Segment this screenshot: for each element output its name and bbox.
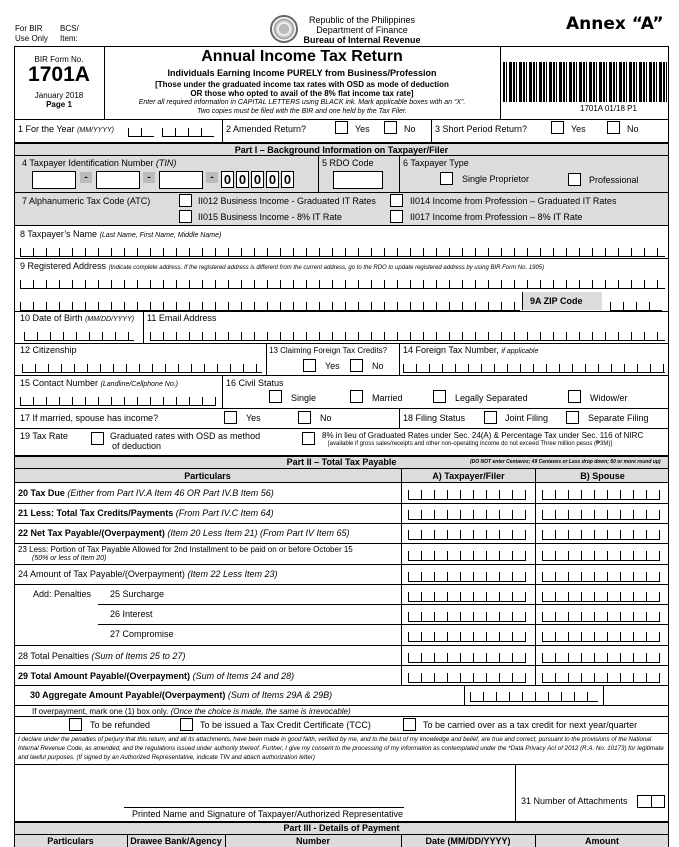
item30-note: (Sum of Items 29A & 29B)	[227, 690, 333, 700]
amended-yes-checkbox[interactable]	[335, 121, 348, 134]
item26-label: 26 Interest	[110, 609, 153, 619]
form-subtitle: Individuals Earning Income PURELY from Business/Profession	[167, 68, 437, 78]
item17-label: 17 If married, spouse has income?	[20, 413, 159, 423]
civil-legsep-checkbox[interactable]	[433, 390, 446, 403]
payment-col-particulars: Particulars	[47, 836, 94, 846]
item13-label: 13 Claiming Foreign Tax Credits?	[269, 346, 388, 355]
payment-col-number: Number	[295, 836, 330, 846]
graduated-rate-checkbox[interactable]	[91, 432, 104, 445]
tin-part3-input[interactable]	[159, 171, 203, 189]
item6-label: 6 Taxpayer Type	[403, 158, 469, 168]
item26-spouse-input[interactable]	[542, 612, 660, 622]
civil-single-checkbox[interactable]	[269, 390, 282, 403]
part2-title: Part II – Total Tax Payable	[286, 457, 397, 467]
atc-ii014-checkbox[interactable]	[390, 194, 403, 207]
single-proprietor-checkbox[interactable]	[440, 172, 453, 185]
item1-label: 1 For the Year	[18, 124, 75, 134]
col-spouse: B) Spouse	[535, 469, 669, 483]
citizenship-input[interactable]	[22, 364, 262, 373]
bir-use-label: For BIR Use Only	[15, 24, 48, 43]
item24-note: (Item 22 Less Item 23)	[187, 569, 278, 579]
spouse-income-yes-checkbox[interactable]	[224, 411, 237, 424]
bcs-label: BCS/ Item:	[60, 24, 79, 43]
foreign-credit-no-checkbox[interactable]	[350, 359, 363, 372]
item24-label: 24 Amount of Tax Payable/(Overpayment)	[18, 569, 185, 579]
item15-note: (Landline/Cellphone No.)	[100, 381, 178, 388]
republic-text: Republic of the Philippines	[308, 15, 416, 25]
foreign-credit-no-label: No	[372, 361, 384, 371]
item29-label: 29 Total Amount Payable/(Overpayment)	[18, 671, 191, 681]
declaration-text: I declare under the penalties of perjury that this return, and all its attachments, have been made in good faith, verified by me, and to the best of my knowledge and belief, are true and correct, pursuant to the provisions of the National Internal Revenue Code, as amended, and the regulations issued under authority thereof. Further, I give my consent to the processing of my information as contemplated under the *Data Privacy Act of 2012 (R.A. No. 10173) for legitimate and lawful purposes. (If signed by an Authorized Representative, indicate TIN and attach authorization letter)	[18, 736, 664, 761]
item30-label: 30 Aggregate Amount Payable/(Overpayment)	[30, 690, 226, 700]
item25-taxpayer-input[interactable]	[408, 592, 526, 602]
bureau-text: Bureau of Internal Revenue	[303, 35, 421, 45]
joint-filing-label: Joint Filing	[505, 413, 549, 423]
overpayment-note: (Once the choice is made, the same is irrevocable)	[170, 707, 351, 716]
tin-dash-1: -	[80, 172, 92, 183]
short-no-label: No	[627, 124, 639, 134]
eight-percent-label: 8% in lieu of Graduated Rates under Sec. 24(A) & Percentage Tax under Sec. 116 of NIRC	[322, 431, 644, 440]
spouse-income-no-checkbox[interactable]	[298, 411, 311, 424]
carry-over-label: To be carried over as a tax credit for next year/quarter	[423, 720, 638, 730]
item27-label: 27 Compromise	[110, 629, 174, 639]
bir-seal-icon	[270, 15, 298, 43]
item16-label: 16 Civil Status	[226, 378, 284, 388]
professional-label: Professional	[589, 175, 639, 185]
separate-filing-label: Separate Filing	[588, 413, 649, 423]
item25-label: 25 Surcharge	[110, 589, 165, 599]
item9-label: 9 Registered Address	[20, 261, 107, 271]
spouse-income-no-label: No	[320, 413, 332, 423]
tin-abbr: (TIN)	[155, 158, 177, 168]
address-line1-input[interactable]	[20, 280, 665, 289]
barcode-icon	[503, 62, 667, 102]
tin-dash-3: -	[206, 172, 218, 183]
department-text: Department of Finance	[316, 25, 408, 35]
refund-label: To be refunded	[90, 720, 151, 730]
item31-label: 31 Number of Attachments	[521, 796, 628, 806]
atc-ii012-label: II012 Business Income - Graduated IT Rates	[198, 196, 376, 206]
carry-over-checkbox[interactable]	[403, 718, 416, 731]
tin-part1-input[interactable]	[32, 171, 76, 189]
tin-branch-digit[interactable]: 0	[236, 171, 249, 188]
civil-married-label: Married	[372, 393, 403, 403]
year-month-input[interactable]	[128, 128, 154, 137]
rdo-code-input[interactable]	[333, 171, 383, 189]
item23-taxpayer-input[interactable]	[408, 551, 526, 561]
page-number: Page 1	[46, 100, 72, 109]
atc-ii015-label: II015 Business Income - 8% IT Rate	[198, 212, 342, 222]
item1-format: (MM/YYYY)	[77, 127, 115, 134]
form-sub2: [Those under the graduated income tax rates with OSD as mode of deduction	[155, 80, 449, 89]
item7-label: 7 Alphanumeric Tax Code (ATC)	[22, 196, 151, 206]
tcc-checkbox[interactable]	[180, 718, 193, 731]
short-no-checkbox[interactable]	[607, 121, 620, 134]
item27-spouse-input[interactable]	[542, 632, 660, 642]
tin-part2-input[interactable]	[96, 171, 140, 189]
eight-percent-note: [available if gross sales/receipts and other non-operating income do not exceed Three million pesos (₱3M)]	[328, 441, 613, 447]
item23-spouse-input[interactable]	[542, 551, 660, 561]
item10-label: 10 Date of Birth	[20, 313, 83, 323]
item21-spouse-input[interactable]	[542, 510, 660, 520]
form-date: January 2018	[34, 91, 84, 100]
form-number: 1701A	[28, 63, 90, 86]
foreign-credit-yes-checkbox[interactable]	[303, 359, 316, 372]
item10-format: (MM/DD/YYYY)	[85, 316, 135, 323]
part2-note: (DO NOT enter Centavos; 49 Centavos or Less drop down; 50 or more round up)	[470, 459, 661, 465]
joint-filing-checkbox[interactable]	[484, 411, 497, 424]
item8-note: (Last Name, First Name, Middle Name)	[99, 232, 222, 239]
item19-label: 19 Tax Rate	[20, 431, 68, 441]
foreign-credit-yes-label: Yes	[325, 361, 340, 371]
item14-note: if applicable	[501, 348, 539, 355]
add-penalties-label: Add: Penalties	[33, 589, 92, 599]
item22-note: (Item 20 Less Item 21) (From Part IV Item 65)	[167, 528, 350, 538]
item21-taxpayer-input[interactable]	[408, 510, 526, 520]
barcode-code: 1701A 01/18 P1	[580, 104, 637, 113]
item12-label: 12 Citizenship	[20, 345, 77, 355]
item14-label: 14 Foreign Tax Number,	[403, 345, 499, 355]
atc-ii012-checkbox[interactable]	[179, 194, 192, 207]
item20-spouse-input[interactable]	[542, 490, 660, 500]
item22-label: 22 Net Tax Payable/(Overpayment)	[18, 528, 165, 538]
item28-spouse-input[interactable]	[542, 653, 660, 663]
item21-note: (From Part IV.C Item 64)	[175, 508, 274, 518]
part3-title: Part III - Details of Payment	[283, 823, 400, 833]
amended-no-checkbox[interactable]	[384, 121, 397, 134]
item4-label: 4 Taxpayer Identification Number	[22, 158, 154, 168]
form-no-label: BIR Form No.	[34, 55, 84, 64]
col-taxpayer: A) Taxpayer/Filer	[401, 469, 535, 483]
atc-ii017-label: II017 Income from Profession – 8% IT Rate	[410, 212, 583, 222]
tcc-label: To be issued a Tax Credit Certificate (TCC)	[200, 720, 371, 730]
item29-taxpayer-input[interactable]	[408, 673, 526, 683]
item26-taxpayer-input[interactable]	[408, 612, 526, 622]
item23-label: 23 Less: Portion of Tax Payable Allowed for 2nd Installment to be paid on or before October 15	[18, 545, 353, 554]
item28-label: 28 Total Penalties	[18, 651, 89, 661]
civil-widow-label: Widow/er	[590, 393, 628, 403]
tin-dash-2: -	[143, 172, 155, 183]
payment-col-amount: Amount	[585, 836, 619, 846]
graduated-rate-label: Graduated rates with OSD as method	[110, 431, 261, 441]
short-yes-label: Yes	[571, 124, 586, 134]
item3-label: 3 Short Period Return?	[435, 124, 528, 134]
overpayment-label: If overpayment, mark one (1) box only.	[32, 707, 169, 716]
tin-branch-digit[interactable]: 0	[221, 171, 234, 188]
professional-checkbox[interactable]	[568, 173, 581, 186]
zip-code-input[interactable]	[610, 302, 662, 311]
amended-yes-label: Yes	[355, 124, 370, 134]
annex-label: Annex “A”	[566, 14, 664, 34]
short-yes-checkbox[interactable]	[551, 121, 564, 134]
item5-label: 5 RDO Code	[322, 158, 374, 168]
spouse-income-yes-label: Yes	[246, 413, 261, 423]
item11-label: 11 Email Address	[147, 313, 217, 323]
item21-label: 21 Less: Total Tax Credits/Payments	[18, 508, 174, 518]
item29-spouse-input[interactable]	[542, 673, 660, 683]
contact-number-input[interactable]	[20, 397, 216, 406]
atc-ii014-label: II014 Income from Profession – Graduated IT Rates	[410, 196, 617, 206]
item22-spouse-input[interactable]	[542, 530, 660, 540]
item20-note: (Either from Part IV.A Item 46 OR Part IV.B Item 56)	[67, 488, 274, 498]
item9-note: (Indicate complete address. If the registered address is different from the current address, go to the RDO to update registered address by using BIR Form No. 1905)	[108, 265, 545, 271]
signature-area[interactable]	[14, 764, 515, 807]
attachments-count-input[interactable]	[637, 795, 665, 808]
form-sub3: OR those who opted to avail of the 8% flat income tax rate]	[190, 89, 414, 98]
item2-label: 2 Amended Return?	[226, 124, 307, 134]
civil-widow-checkbox[interactable]	[568, 390, 581, 403]
item20-taxpayer-input[interactable]	[408, 490, 526, 500]
instruction-1: Enter all required information in CAPITAL LETTERS using BLACK ink. Mark applicable boxes with an “X”.	[138, 99, 466, 106]
graduated-rate-label-2: of deduction	[112, 441, 162, 451]
tin-branch-digit[interactable]: 0	[251, 171, 264, 188]
payment-col-bank: Drawee Bank/Agency	[130, 836, 222, 846]
payment-col-date: Date (MM/DD/YYYY)	[425, 836, 511, 846]
birth-date-input[interactable]	[24, 332, 134, 341]
col-particulars: Particulars	[14, 469, 401, 483]
civil-single-label: Single	[291, 393, 317, 403]
item28-note: (Sum of Items 25 to 27)	[91, 651, 186, 661]
item18-label: 18 Filing Status	[403, 413, 466, 423]
civil-married-checkbox[interactable]	[350, 390, 363, 403]
atc-ii015-checkbox[interactable]	[179, 210, 192, 223]
item23-note: (50% or less of Item 20)	[32, 555, 107, 562]
form-title: Annual Income Tax Return	[201, 48, 403, 65]
item15-label: 15 Contact Number	[20, 378, 99, 388]
item20-label: 20 Tax Due	[18, 488, 65, 498]
atc-ii017-checkbox[interactable]	[390, 210, 403, 223]
item28-taxpayer-input[interactable]	[408, 653, 526, 663]
address-line2-input[interactable]	[20, 302, 520, 311]
part1-title: Part I – Background Information on Taxpayer/Filer	[14, 142, 669, 156]
item24-spouse-input[interactable]	[542, 572, 660, 582]
taxpayer-name-input[interactable]	[20, 248, 665, 257]
email-input[interactable]	[150, 332, 665, 341]
item29-note: (Sum of Items 24 and 28)	[192, 671, 295, 681]
foreign-tax-number-input[interactable]	[403, 364, 665, 373]
item8-label: 8 Taxpayer’s Name	[20, 229, 98, 239]
item22-taxpayer-input[interactable]	[408, 530, 526, 540]
tin-branch-digit[interactable]: 0	[281, 171, 294, 188]
single-proprietor-label: Single Proprietor	[462, 174, 530, 184]
separate-filing-checkbox[interactable]	[566, 411, 579, 424]
civil-legsep-label: Legally Separated	[455, 393, 528, 403]
amended-no-label: No	[404, 124, 416, 134]
year-input[interactable]	[162, 128, 214, 137]
tin-branch-digit[interactable]: 0	[266, 171, 279, 188]
item25-spouse-input[interactable]	[542, 592, 660, 602]
instruction-2: Two copies must be filed with the BIR and one held by the Tax Filer.	[197, 108, 407, 115]
item24-taxpayer-input[interactable]	[408, 572, 526, 582]
item30-aggregate-input[interactable]	[470, 692, 598, 702]
signature-label: Printed Name and Signature of Taxpayer/Authorized Representative	[132, 809, 403, 819]
refund-checkbox[interactable]	[69, 718, 82, 731]
eight-percent-checkbox[interactable]	[302, 432, 315, 445]
item27-taxpayer-input[interactable]	[408, 632, 526, 642]
zip-label: 9A ZIP Code	[530, 296, 583, 306]
